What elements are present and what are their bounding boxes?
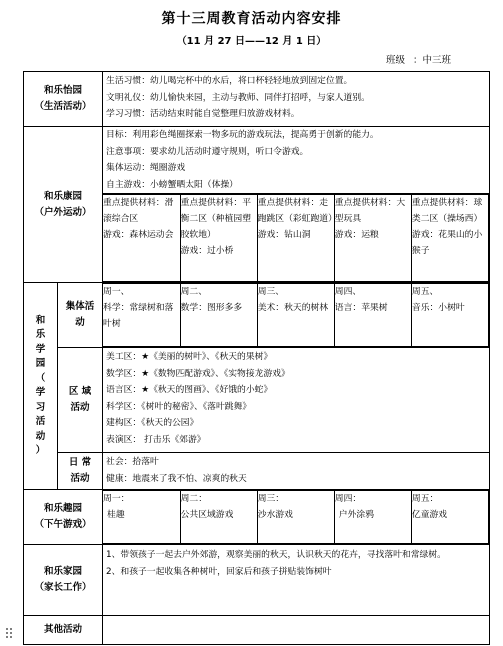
home-header: 和乐家园 （家长工作） xyxy=(24,545,103,616)
daily-line: 健康：地震来了我不怕、凉爽的秋天 xyxy=(106,473,247,484)
row-fun xyxy=(24,490,490,545)
study-header: 和 乐 学 园 （ 学 习 活 动 ） xyxy=(24,283,58,490)
group-day: 周三、 美术：秋天的树林 xyxy=(257,284,334,347)
group-day: 周二、 数学：图形多多 xyxy=(180,284,257,347)
row-study-area xyxy=(24,348,490,453)
fun-day: 周二： 公共区域游戏 xyxy=(180,491,257,544)
home-content xyxy=(103,545,490,616)
daily-line: 社会：拾落叶 xyxy=(106,457,159,467)
area-activity-header: 区 域 活动 xyxy=(58,348,103,453)
outdoor-point: 重点提供材料：走跑跳区（彩虹跑道） 游戏：钻山洞 xyxy=(257,195,334,282)
outdoor-group: 集体运动：绳圈游戏 xyxy=(106,163,186,173)
area-line: 建构区：《秋天的公园》 xyxy=(106,418,199,428)
group-activity-content xyxy=(103,283,490,348)
class-value: ：中三班 xyxy=(413,55,452,66)
outdoor-header: 和乐康园 （户外运动） xyxy=(24,127,103,283)
outdoor-point: 重点提供材料：平衡二区（种植园塑胶软地） 游戏：过小桥 xyxy=(180,195,257,282)
date-range: （11 月 27 日——12 月 1 日） xyxy=(176,36,327,47)
life-line: 文明礼仪：幼儿愉快来园，主动与教师、同伴打招呼，与家人道别。 xyxy=(106,92,370,103)
life-line: 生活习惯：幼儿喝完杯中的水后，将口杯轻轻地放到固定位置。 xyxy=(106,76,353,86)
schedule-table xyxy=(23,71,490,645)
row-study-daily xyxy=(24,453,490,490)
area-line: 表演区： 打击乐《郊游》 xyxy=(106,434,206,445)
other-header: 其他活动 xyxy=(24,616,103,645)
row-life xyxy=(24,72,490,127)
outdoor-point: 重点提供材料：滑滚综合区 游戏：森林运动会 xyxy=(103,195,180,282)
group-day: 周一、 科学：常绿树和落叶树 xyxy=(103,284,180,347)
daily-activity-content xyxy=(103,453,490,490)
home-line: 1、带领孩子一起去户外郊游，观察美丽的秋天，认识秋天的花卉，寻找落叶和常绿树。 xyxy=(106,550,446,560)
class-label: 班级 xyxy=(386,55,406,66)
group-day: 周四、 语言：苹果树 xyxy=(334,284,411,347)
other-content xyxy=(103,616,490,645)
page-title: 第十三周教育活动内容安排 xyxy=(161,11,342,27)
row-outdoor xyxy=(24,127,490,283)
outdoor-point: 重点提供材料：大型玩具 游戏：运粮 xyxy=(334,195,411,282)
fun-day: 周三： 沙水游戏 xyxy=(257,491,334,544)
home-line: 2、和孩子一起收集各种树叶，回家后和孩子拼贴装饰树叶 xyxy=(106,567,332,577)
outdoor-notes: 注意事项：要求幼儿活动时遵守规则，听口令游戏。 xyxy=(106,146,309,157)
life-line: 学习习惯：活动结束时能自觉整理归放游戏材料。 xyxy=(106,109,300,119)
row-study-group xyxy=(24,283,490,348)
fun-day: 周五： 亿童游戏 xyxy=(411,491,488,544)
outdoor-free: 自主游戏：小螃蟹晒太阳（体操） xyxy=(106,179,238,190)
outdoor-goal: 目标：利用彩色绳圈探索一物多玩的游戏玩法，提高勇于创新的能力。 xyxy=(106,130,379,140)
area-line: 科学区：《树叶的秘密》、《落叶跳舞》 xyxy=(106,401,252,412)
area-line: 数学区：★《数物匹配游戏》、《实物接龙游戏》 xyxy=(106,368,290,379)
life-header: 和乐怡园 （生活活动） xyxy=(24,72,103,127)
outdoor-content xyxy=(103,127,490,283)
group-day: 周五、 音乐：小树叶 xyxy=(411,284,488,347)
area-activity-content xyxy=(103,348,490,453)
fun-day: 周四： 户外涂鸦 xyxy=(334,491,411,544)
class-info xyxy=(386,52,459,66)
fun-content xyxy=(103,490,490,545)
row-home xyxy=(24,545,490,616)
outdoor-points-table xyxy=(103,194,489,282)
area-line: 语言区：★《秋天的图画》、《好饿的小蛇》 xyxy=(106,385,273,395)
fun-header: 和乐趣园 （下午游戏） xyxy=(24,490,103,545)
daily-activity-header: 日 常 活动 xyxy=(58,453,103,490)
fun-day: 周一： 桂趣 xyxy=(103,491,180,544)
area-line: 美工区：★《美丽的树叶》、《秋天的果树》 xyxy=(106,352,273,362)
row-other xyxy=(24,616,490,645)
group-activity-header: 集体活 动 xyxy=(58,283,103,348)
life-content xyxy=(103,72,490,127)
drag-handle-icon[interactable] xyxy=(6,628,14,640)
outdoor-point: 重点提供材料：球类二区（操场西） 游戏：花果山的小猴子 xyxy=(411,195,488,282)
